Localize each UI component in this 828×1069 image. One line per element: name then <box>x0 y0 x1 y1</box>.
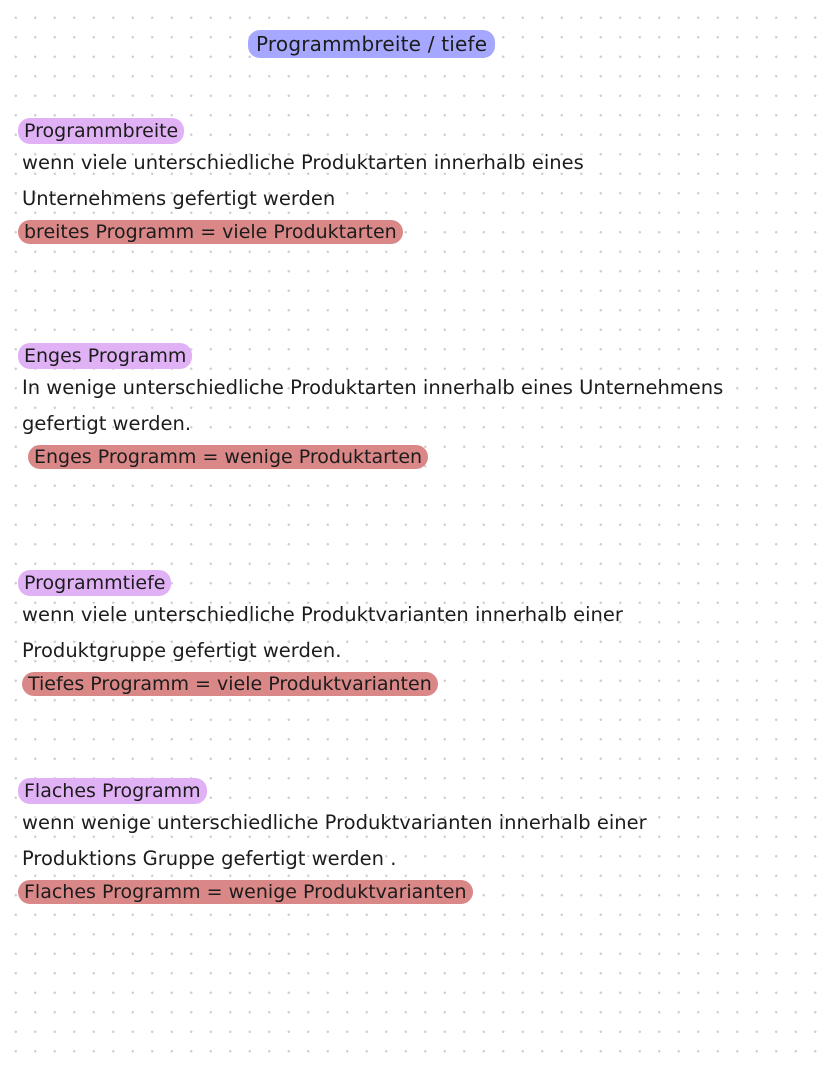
definition-line: wenn viele unterschiedliche Produktarten innerhalb eines <box>22 151 584 174</box>
summary-line: Enges Programm = wenige Produktarten <box>28 445 428 469</box>
definition-line: wenn wenige unterschiedliche Produktvarianten innerhalb einer <box>22 811 647 834</box>
summary-line: breites Programm = viele Produktarten <box>18 220 403 244</box>
definition-line: Produktgruppe gefertigt werden. <box>22 639 342 662</box>
section-heading: Programmbreite <box>18 118 184 144</box>
page-title: Programmbreite / tiefe <box>248 30 495 58</box>
summary-line: Tiefes Programm = viele Produktvarianten <box>22 672 438 696</box>
section-heading: Enges Programm <box>18 343 192 369</box>
definition-line: In wenige unterschiedliche Produktarten innerhalb eines Unternehmens <box>22 376 724 399</box>
section-programmbreite <box>18 118 808 244</box>
definition-line: Unternehmens gefertigt werden <box>22 187 336 210</box>
definition-line: gefertigt werden. <box>22 412 192 435</box>
section-programmtiefe <box>18 570 808 696</box>
definition-line: wenn viele unterschiedliche Produktvarianten innerhalb einer <box>22 603 623 626</box>
definition-line: Produktions Gruppe gefertigt werden . <box>22 847 397 870</box>
section-flaches-programm <box>18 778 808 904</box>
section-heading: Flaches Programm <box>18 778 207 804</box>
section-enges-programm <box>18 343 808 469</box>
section-heading: Programmtiefe <box>18 570 171 596</box>
summary-line: Flaches Programm = wenige Produktvarianten <box>18 880 473 904</box>
